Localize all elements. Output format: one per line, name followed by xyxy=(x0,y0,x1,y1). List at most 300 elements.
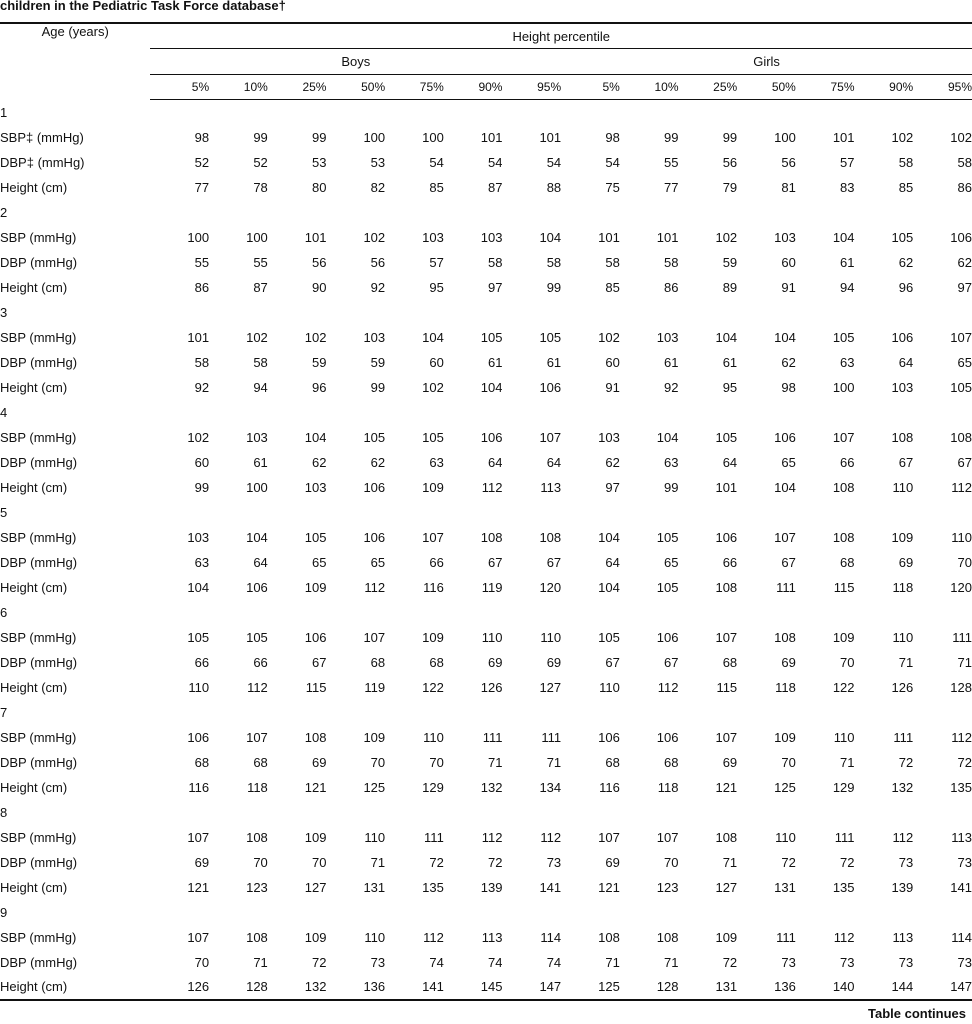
table-row xyxy=(0,375,972,400)
table-row xyxy=(0,850,972,875)
girls-value-cell: 73 xyxy=(957,954,972,970)
boys-value-cell: 110 xyxy=(364,829,386,845)
girls-value-cell: 102 xyxy=(950,129,972,145)
girls-value-cell: 96 xyxy=(898,279,914,295)
measure-label: Height (cm) xyxy=(0,379,68,395)
girls-value-cell: 65 xyxy=(781,454,796,470)
boys-value-cell: 77 xyxy=(194,179,210,195)
boys-value-cell: 113 xyxy=(481,929,503,945)
bp-reference-table xyxy=(0,22,972,1001)
girls-value-cell: 108 xyxy=(715,829,738,845)
boys-value-cell: 109 xyxy=(304,929,327,945)
boys-value-cell: 57 xyxy=(429,254,444,270)
boys-value-cell: 110 xyxy=(481,629,503,645)
boys-percentile-header: 95% xyxy=(502,75,561,100)
table-row xyxy=(0,550,972,575)
boys-value-cell: 109 xyxy=(363,729,386,745)
girls-value-cell: 104 xyxy=(715,329,738,345)
boys-value-cell: 102 xyxy=(187,429,210,445)
girls-value-cell: 108 xyxy=(950,429,972,445)
table-row xyxy=(0,150,972,175)
girls-value-cell: 120 xyxy=(950,579,972,595)
boys-percentile-header: 25% xyxy=(268,75,327,100)
girls-value-cell: 141 xyxy=(950,879,972,895)
age-label: 8 xyxy=(0,804,8,820)
boys-value-cell: 55 xyxy=(194,254,210,270)
age-label: 9 xyxy=(0,904,8,920)
girls-value-cell: 115 xyxy=(833,579,855,595)
table-row xyxy=(0,450,972,475)
girls-value-cell: 68 xyxy=(664,754,679,770)
girls-value-cell: 106 xyxy=(598,729,620,745)
age-label: 6 xyxy=(0,604,8,620)
measure-label: SBP (mmHg) xyxy=(0,629,77,645)
girls-value-cell: 67 xyxy=(781,554,796,570)
girls-value-cell: 72 xyxy=(957,754,972,770)
girls-value-cell: 97 xyxy=(605,479,620,495)
boys-value-cell: 102 xyxy=(363,229,386,245)
table-row xyxy=(0,475,972,500)
boys-value-cell: 99 xyxy=(546,279,562,295)
measure-label: SBP‡ (mmHg) xyxy=(0,129,84,145)
girls-value-cell: 55 xyxy=(664,154,679,170)
girls-value-cell: 106 xyxy=(950,229,972,245)
table-body xyxy=(0,100,972,1000)
boys-value-cell: 125 xyxy=(363,779,386,795)
boys-value-cell: 110 xyxy=(423,729,444,745)
girls-value-cell: 108 xyxy=(832,529,855,545)
boys-value-cell: 54 xyxy=(546,154,562,170)
girls-value-cell: 131 xyxy=(774,879,796,895)
girls-value-cell: 66 xyxy=(722,554,738,570)
boys-value-cell: 65 xyxy=(312,554,327,570)
boys-value-cell: 105 xyxy=(187,629,210,645)
measure-label: DBP (mmHg) xyxy=(0,254,78,270)
boys-value-cell: 68 xyxy=(253,754,268,770)
girls-value-cell: 105 xyxy=(656,529,679,545)
age-label: 4 xyxy=(0,404,8,420)
boys-value-cell: 108 xyxy=(480,529,503,545)
girls-value-cell: 65 xyxy=(664,554,679,570)
boys-value-cell: 92 xyxy=(194,379,210,395)
boys-value-cell: 106 xyxy=(304,629,327,645)
boys-value-cell: 100 xyxy=(246,479,268,495)
girls-value-cell: 98 xyxy=(605,129,620,145)
boys-value-cell: 56 xyxy=(370,254,386,270)
boys-value-cell: 100 xyxy=(187,229,210,245)
girls-value-cell: 73 xyxy=(898,954,914,970)
girls-value-cell: 108 xyxy=(774,629,796,645)
boys-value-cell: 73 xyxy=(546,854,562,870)
age-label: 3 xyxy=(0,304,8,320)
age-label: 2 xyxy=(0,204,8,220)
girls-value-cell: 105 xyxy=(598,629,620,645)
boys-value-cell: 108 xyxy=(539,529,562,545)
girls-value-cell: 64 xyxy=(898,354,914,370)
measure-label: SBP (mmHg) xyxy=(0,329,77,345)
boys-value-cell: 68 xyxy=(194,754,210,770)
boys-value-cell: 121 xyxy=(304,779,327,795)
height-percentile-header: Height percentile xyxy=(150,23,972,49)
girls-value-cell: 95 xyxy=(722,379,738,395)
girls-percentile-header: 50% xyxy=(737,75,796,100)
girls-value-cell: 70 xyxy=(664,854,679,870)
boys-value-cell: 112 xyxy=(481,829,503,845)
boys-value-cell: 131 xyxy=(363,879,386,895)
measure-label: DBP (mmHg) xyxy=(0,454,78,470)
boys-header: Boys xyxy=(150,49,561,75)
girls-value-cell: 70 xyxy=(957,554,972,570)
girls-value-cell: 107 xyxy=(656,829,679,845)
boys-value-cell: 109 xyxy=(304,579,327,595)
girls-value-cell: 107 xyxy=(598,829,620,845)
girls-value-cell: 71 xyxy=(898,654,914,670)
girls-value-cell: 58 xyxy=(605,254,620,270)
measure-label: Height (cm) xyxy=(0,179,68,195)
boys-value-cell: 61 xyxy=(488,354,503,370)
girls-percentile-header: 75% xyxy=(796,75,855,100)
boys-value-cell: 73 xyxy=(370,954,386,970)
boys-value-cell: 68 xyxy=(370,654,386,670)
girls-value-cell: 61 xyxy=(722,354,738,370)
boys-value-cell: 69 xyxy=(312,754,327,770)
girls-percentile-header: 10% xyxy=(620,75,679,100)
girls-value-cell: 128 xyxy=(950,679,972,695)
boys-value-cell: 126 xyxy=(150,975,209,1000)
boys-value-cell: 100 xyxy=(363,129,386,145)
boys-value-cell: 72 xyxy=(488,854,503,870)
boys-value-cell: 106 xyxy=(187,729,210,745)
boys-value-cell: 99 xyxy=(194,479,210,495)
girls-percentile-header: 90% xyxy=(855,75,914,100)
boys-value-cell: 69 xyxy=(194,854,210,870)
girls-value-cell: 92 xyxy=(664,379,679,395)
boys-value-cell: 62 xyxy=(370,454,386,470)
boys-value-cell: 54 xyxy=(488,154,503,170)
boys-value-cell: 145 xyxy=(444,975,503,1000)
boys-value-cell: 66 xyxy=(253,654,268,670)
girls-value-cell: 68 xyxy=(605,754,620,770)
boys-value-cell: 116 xyxy=(423,579,444,595)
girls-value-cell: 110 xyxy=(599,679,620,695)
girls-value-cell: 72 xyxy=(781,854,796,870)
boys-value-cell: 102 xyxy=(246,329,268,345)
girls-value-cell: 112 xyxy=(657,679,679,695)
girls-value-cell: 105 xyxy=(891,229,914,245)
boys-value-cell: 109 xyxy=(422,629,444,645)
measure-label: DBP (mmHg) xyxy=(0,354,78,370)
girls-value-cell: 128 xyxy=(620,975,679,1000)
girls-value-cell: 104 xyxy=(598,579,620,595)
boys-value-cell: 141 xyxy=(385,975,444,1000)
girls-value-cell: 62 xyxy=(605,454,620,470)
boys-value-cell: 107 xyxy=(363,629,386,645)
girls-value-cell: 73 xyxy=(898,854,914,870)
girls-value-cell: 111 xyxy=(893,729,914,745)
boys-value-cell: 59 xyxy=(370,354,386,370)
boys-value-cell: 104 xyxy=(187,579,210,595)
boys-value-cell: 106 xyxy=(363,529,386,545)
boys-value-cell: 101 xyxy=(304,229,327,245)
girls-header: Girls xyxy=(561,49,972,75)
table-row xyxy=(0,725,972,750)
girls-value-cell: 101 xyxy=(656,229,679,245)
measure-label: Height (cm) xyxy=(0,975,150,1000)
girls-value-cell: 65 xyxy=(957,354,972,370)
boys-value-cell: 101 xyxy=(187,329,210,345)
girls-value-cell: 109 xyxy=(774,729,796,745)
boys-value-cell: 99 xyxy=(370,379,386,395)
girls-value-cell: 107 xyxy=(950,329,972,345)
girls-value-cell: 118 xyxy=(892,579,914,595)
boys-value-cell: 70 xyxy=(429,754,444,770)
boys-value-cell: 96 xyxy=(312,379,327,395)
boys-value-cell: 112 xyxy=(540,829,562,845)
age-label: 5 xyxy=(0,504,8,520)
table-row xyxy=(0,125,972,150)
boys-value-cell: 71 xyxy=(546,754,562,770)
boys-value-cell: 66 xyxy=(194,654,210,670)
boys-value-cell: 111 xyxy=(424,829,444,845)
girls-value-cell: 79 xyxy=(722,179,738,195)
girls-value-cell: 73 xyxy=(840,954,855,970)
boys-value-cell: 70 xyxy=(370,754,386,770)
girls-value-cell: 77 xyxy=(664,179,679,195)
boys-value-cell: 108 xyxy=(304,729,327,745)
table-row xyxy=(0,825,972,850)
measure-label: Height (cm) xyxy=(0,679,68,695)
boys-value-cell: 134 xyxy=(539,779,562,795)
boys-value-cell: 112 xyxy=(481,479,503,495)
girls-value-cell: 73 xyxy=(957,854,972,870)
boys-value-cell: 104 xyxy=(246,529,268,545)
boys-value-cell: 111 xyxy=(482,729,503,745)
boys-value-cell: 66 xyxy=(429,554,444,570)
boys-value-cell: 119 xyxy=(364,679,386,695)
girls-value-cell: 113 xyxy=(951,829,972,845)
girls-value-cell: 67 xyxy=(898,454,914,470)
boys-value-cell: 60 xyxy=(429,354,444,370)
girls-value-cell: 104 xyxy=(774,329,796,345)
girls-value-cell: 100 xyxy=(832,379,855,395)
boys-value-cell: 104 xyxy=(422,329,444,345)
boys-value-cell: 53 xyxy=(312,154,327,170)
girls-value-cell: 73 xyxy=(781,954,796,970)
girls-value-cell: 63 xyxy=(664,454,679,470)
age-group-row xyxy=(0,300,972,325)
girls-value-cell: 94 xyxy=(840,279,855,295)
girls-value-cell: 104 xyxy=(656,429,679,445)
girls-value-cell: 107 xyxy=(715,729,738,745)
boys-value-cell: 115 xyxy=(305,679,327,695)
girls-value-cell: 106 xyxy=(656,729,679,745)
boys-value-cell: 113 xyxy=(540,479,562,495)
boys-value-cell: 70 xyxy=(312,854,327,870)
age-group-row xyxy=(0,800,972,825)
boys-value-cell: 139 xyxy=(480,879,503,895)
girls-value-cell: 86 xyxy=(664,279,679,295)
boys-value-cell: 60 xyxy=(194,454,210,470)
boys-value-cell: 107 xyxy=(246,729,268,745)
boys-value-cell: 102 xyxy=(422,379,444,395)
table-row xyxy=(0,525,972,550)
girls-value-cell: 60 xyxy=(781,254,796,270)
girls-value-cell: 112 xyxy=(951,479,972,495)
boys-value-cell: 92 xyxy=(370,279,386,295)
measure-label: DBP (mmHg) xyxy=(0,554,78,570)
boys-value-cell: 105 xyxy=(422,429,444,445)
table-row xyxy=(0,325,972,350)
table-row xyxy=(0,575,972,600)
boys-value-cell: 71 xyxy=(488,754,503,770)
boys-value-cell: 101 xyxy=(539,129,562,145)
girls-value-cell: 105 xyxy=(832,329,855,345)
girls-value-cell: 59 xyxy=(722,254,738,270)
boys-value-cell: 67 xyxy=(312,654,327,670)
girls-value-cell: 58 xyxy=(898,154,914,170)
girls-value-cell: 69 xyxy=(781,654,796,670)
girls-value-cell: 135 xyxy=(950,779,972,795)
girls-value-cell: 69 xyxy=(898,554,914,570)
boys-value-cell: 110 xyxy=(540,629,562,645)
girls-value-cell: 61 xyxy=(664,354,679,370)
boys-value-cell: 71 xyxy=(253,954,268,970)
girls-value-cell: 106 xyxy=(774,429,796,445)
measure-label: Height (cm) xyxy=(0,279,68,295)
boys-value-cell: 85 xyxy=(429,179,444,195)
girls-value-cell: 110 xyxy=(892,629,914,645)
boys-value-cell: 97 xyxy=(488,279,503,295)
boys-value-cell: 107 xyxy=(187,929,210,945)
boys-value-cell: 69 xyxy=(488,654,503,670)
measure-label: Height (cm) xyxy=(0,779,68,795)
boys-value-cell: 53 xyxy=(370,154,386,170)
girls-value-cell: 109 xyxy=(715,929,738,945)
boys-value-cell: 63 xyxy=(429,454,444,470)
boys-value-cell: 122 xyxy=(422,679,444,695)
age-group-row xyxy=(0,700,972,725)
girls-value-cell: 111 xyxy=(776,929,796,945)
girls-value-cell: 147 xyxy=(913,975,972,1000)
girls-value-cell: 64 xyxy=(722,454,738,470)
boys-value-cell: 147 xyxy=(502,975,561,1000)
boys-value-cell: 107 xyxy=(422,529,444,545)
boys-value-cell: 120 xyxy=(539,579,562,595)
boys-value-cell: 104 xyxy=(480,379,503,395)
boys-value-cell: 107 xyxy=(539,429,562,445)
girls-value-cell: 91 xyxy=(781,279,796,295)
table-row xyxy=(0,950,972,975)
girls-value-cell: 61 xyxy=(840,254,855,270)
boys-percentile-header: 90% xyxy=(444,75,503,100)
girls-value-cell: 97 xyxy=(957,279,972,295)
girls-value-cell: 112 xyxy=(892,829,914,845)
measure-label: DBP (mmHg) xyxy=(0,654,78,670)
boys-value-cell: 103 xyxy=(246,429,268,445)
boys-value-cell: 54 xyxy=(429,154,444,170)
boys-value-cell: 105 xyxy=(246,629,268,645)
girls-value-cell: 62 xyxy=(781,354,796,370)
girls-value-cell: 67 xyxy=(664,654,679,670)
age-group-row xyxy=(0,100,972,125)
table-continues-note: Table continues xyxy=(868,1006,966,1021)
measure-label: SBP (mmHg) xyxy=(0,929,77,945)
girls-value-cell: 109 xyxy=(891,529,914,545)
boys-value-cell: 99 xyxy=(312,129,327,145)
girls-value-cell: 113 xyxy=(892,929,914,945)
girls-value-cell: 127 xyxy=(715,879,738,895)
girls-value-cell: 105 xyxy=(950,379,972,395)
boys-value-cell: 104 xyxy=(539,229,562,245)
girls-value-cell: 122 xyxy=(832,679,855,695)
boys-value-cell: 108 xyxy=(246,829,268,845)
boys-value-cell: 74 xyxy=(546,954,562,970)
boys-value-cell: 103 xyxy=(304,479,327,495)
boys-value-cell: 88 xyxy=(546,179,562,195)
boys-value-cell: 111 xyxy=(541,729,562,745)
boys-value-cell: 106 xyxy=(539,379,562,395)
girls-value-cell: 126 xyxy=(891,679,914,695)
boys-percentile-header: 10% xyxy=(209,75,268,100)
boys-value-cell: 126 xyxy=(480,679,503,695)
girls-value-cell: 57 xyxy=(840,154,855,170)
girls-value-cell: 69 xyxy=(722,754,738,770)
measure-label: Height (cm) xyxy=(0,579,68,595)
boys-value-cell: 103 xyxy=(363,329,386,345)
boys-value-cell: 112 xyxy=(364,579,386,595)
girls-value-cell: 104 xyxy=(832,229,855,245)
girls-value-cell: 99 xyxy=(722,129,738,145)
boys-value-cell: 106 xyxy=(363,479,386,495)
girls-value-cell: 101 xyxy=(598,229,620,245)
measure-label: SBP (mmHg) xyxy=(0,729,77,745)
girls-value-cell: 70 xyxy=(781,754,796,770)
boys-value-cell: 74 xyxy=(488,954,503,970)
boys-value-cell: 72 xyxy=(429,854,444,870)
girls-value-cell: 71 xyxy=(957,654,972,670)
boys-value-cell: 132 xyxy=(268,975,327,1000)
boys-value-cell: 62 xyxy=(312,454,327,470)
boys-value-cell: 100 xyxy=(246,229,268,245)
girls-value-cell: 109 xyxy=(832,629,855,645)
girls-value-cell: 114 xyxy=(951,929,972,945)
boys-value-cell: 78 xyxy=(253,179,268,195)
girls-value-cell: 103 xyxy=(656,329,679,345)
girls-value-cell: 72 xyxy=(722,954,738,970)
boys-value-cell: 71 xyxy=(370,854,386,870)
boys-value-cell: 119 xyxy=(481,579,503,595)
boys-value-cell: 129 xyxy=(422,779,444,795)
girls-value-cell: 116 xyxy=(599,779,620,795)
girls-value-cell: 102 xyxy=(598,329,620,345)
boys-value-cell: 87 xyxy=(253,279,268,295)
girls-value-cell: 72 xyxy=(898,754,914,770)
girls-value-cell: 81 xyxy=(781,179,796,195)
girls-value-cell: 64 xyxy=(605,554,620,570)
boys-percentile-header: 75% xyxy=(385,75,444,100)
boys-value-cell: 118 xyxy=(247,779,268,795)
girls-value-cell: 136 xyxy=(737,975,796,1000)
girls-value-cell: 106 xyxy=(656,629,679,645)
boys-value-cell: 121 xyxy=(187,879,210,895)
boys-value-cell: 127 xyxy=(304,879,327,895)
boys-value-cell: 112 xyxy=(247,679,268,695)
girls-percentile-header: 5% xyxy=(561,75,620,100)
boys-value-cell: 80 xyxy=(312,179,327,195)
girls-value-cell: 140 xyxy=(796,975,855,1000)
table-row xyxy=(0,625,972,650)
girls-value-cell: 103 xyxy=(774,229,796,245)
